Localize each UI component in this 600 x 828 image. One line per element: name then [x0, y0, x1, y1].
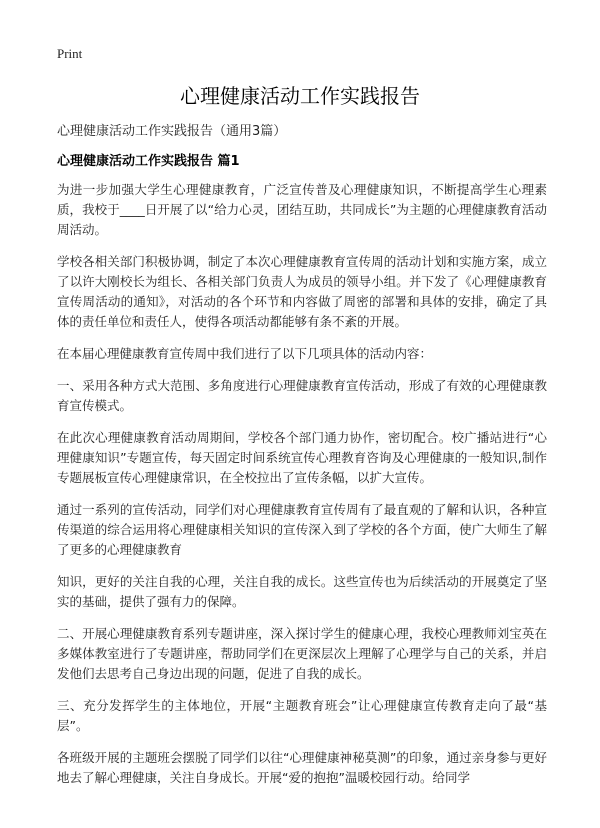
paragraph: 知识，更好的关注自我的心理，关注自我的成长。这些宣传也为后续活动的开展奠定了坚实的基础，提供了强有力的保障。 [57, 574, 547, 609]
paragraph: 一、采用各种方式大范围、多角度进行心理健康教育宣传活动，形成了有效的心理健康教育宣传模式。 [57, 378, 547, 413]
print-link[interactable]: Print [57, 46, 83, 61]
paragraph: 为进一步加强大学生心理健康教育，广泛宣传普及心理健康知识，不断提高学生心理素质，我校于____日开展了以“给力心灵，团结互助，共同成长”为主题的心理健康教育活动周活动。 [57, 182, 547, 237]
paragraph: 在本届心理健康教育宣传周中我们进行了以下几项具体的活动内容： [57, 346, 433, 361]
paragraph: 学校各相关部门积极协调，制定了本次心理健康教育宣传周的活动计划和实施方案，成立了以许大刚校长为组长、各相关部门负责人为成员的领导小组。并下发了《心理健康教育宣传周活动的通知》，对活动的各个环节和内容做了周密的部署和具体的安排，确定了具体的责任单位和责任人，使得各项活动都能够有条不紊的开展。 [57, 254, 547, 329]
paragraph: 在此次心理健康教育活动周期间，学校各个部门通力协作，密切配合。校广播站进行“心理健康知识”专题宣传，每天固定时间系统宣传心理教育咨询及心理健康的一般知识,制作专题展板宣传心理健康常识，在全校拉出了宣传条幅，以扩大宣传。 [57, 430, 547, 485]
document-subtitle: 心理健康活动工作实践报告（通用3篇） [57, 124, 287, 139]
paragraph: 各班级开展的主题班会摆脱了同学们以往“心理健康神秘莫测”的印象，通过亲身参与更好地去了解心理健康，关注自身成长。开展“爱的抱抱”温暖校园行动。给同学 [57, 750, 547, 785]
document-title: 心理健康活动工作实践报告 [180, 84, 420, 108]
section-heading: 心理健康活动工作实践报告 篇1 [57, 154, 240, 169]
paragraph: 通过一系列的宣传活动，同学们对心理健康教育宣传周有了最直观的了解和认识，各种宣传渠道的综合运用将心理健康相关知识的宣传深入到了学校的各个方面，使广大师生了解了更多的心理健康教育 [57, 502, 547, 557]
document-body [57, 180, 547, 800]
paragraph: 三、充分发挥学生的主体地位，开展“主题教育班会”让心理健康宣传教育走向了最“基层”。 [57, 698, 547, 733]
paragraph: 二、开展心理健康教育系列专题讲座，深入探讨学生的健康心理，我校心理教师刘宝英在多媒体教室进行了专题讲座，帮助同学们在更深层次上理解了心理学与自己的关系，并启发他们去思考自己身边出现的问题，促进了自我的成长。 [57, 626, 547, 681]
